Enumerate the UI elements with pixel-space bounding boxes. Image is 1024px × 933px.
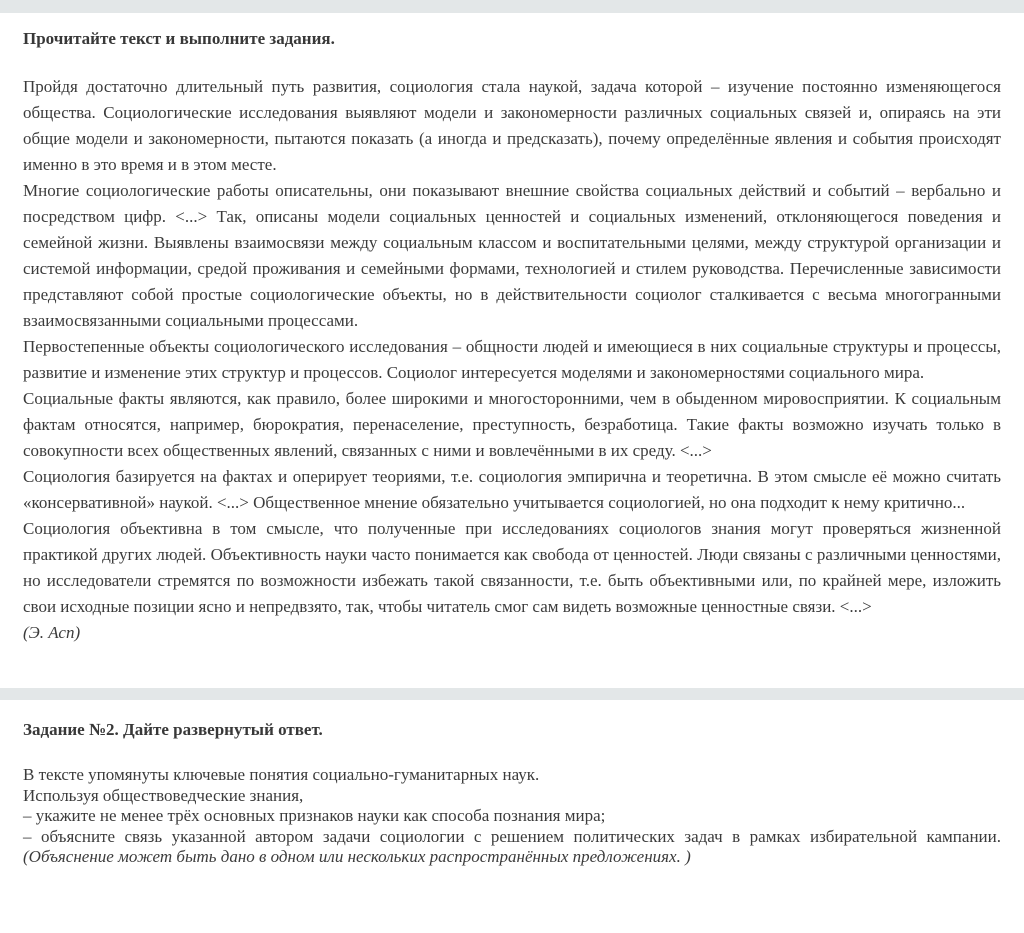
reading-text (23, 74, 1001, 646)
task-note: (Объяснение может быть дано в одном или нескольких распространённых предложениях. ) (23, 847, 691, 866)
task-line-2: Используя обществоведческие знания, (23, 785, 304, 805)
reading-section (0, 13, 1024, 646)
task-requirement-1: – укажите не менее трёх основных признаков науки как способа познания мира; (23, 806, 606, 825)
task-body (23, 765, 1001, 868)
reading-paragraph-5: Социология базируется на фактах и оперирует теориями, т.е. социология эмпирична и теоретична. В этом смысле её можно считать «консервативной» наукой. <...> Общественное мнение обязательно учитывается социологией, но она подходит к нему критично... (23, 467, 1001, 512)
task-heading: Задание №2. Дайте развернутый ответ. (23, 720, 323, 739)
task-line-1: В тексте упомянуты ключевые понятия социально-гуманитарных наук. (23, 765, 540, 784)
section-divider-bar (0, 688, 1024, 700)
task-requirement-2: – объясните связь указанной автором задачи социологии с решением политических задач в рамках избирательной кампании. (23, 826, 1001, 846)
reading-paragraph-6: Социология объективна в том смысле, что полученные при исследованиях социологов знания могут проверяться жизненной практикой других людей. Объективность науки часто понимается как свобода от ценностей. Люди связаны с различными ценностями, но исследователи стремятся по возможности избежать такой связанности, т.е. быть объективными или, по крайней мере, изложить свои исходные позиции ясно и непредвзято, так, чтобы читатель смог сам видеть возможные ценностные связи. <...> (23, 519, 1001, 616)
task-section (0, 700, 1024, 868)
reading-paragraph-1: Пройдя достаточно длительный путь развития, социология стала наукой, задача которой – изучение постоянно изменяющегося общества. Социологические исследования выявляют модели и закономерности различных социальных связей и, опираясь на эти общие модели и закономерности, пытаются показать (а иногда и предсказать), почему определённые явления и события происходят именно в это время и в этом месте. (23, 77, 1001, 174)
reading-paragraph-3: Первостепенные объекты социологического исследования – общности людей и имеющиеся в них социальные структуры и процессы, развитие и изменение этих структур и процессов. Социолог интересуется моделями и закономерностями социального мира. (23, 337, 1001, 382)
reading-paragraph-4: Социальные факты являются, как правило, более широкими и многосторонними, чем в обыденном мировосприятии. К социальным фактам относятся, например, бюрократия, перенаселение, преступность, безработица. Такие факты возможно изучать только в совокупности всех общественных явлений, связанных с ними и вовлечёнными в их среду. <...> (23, 389, 1001, 460)
reading-paragraph-2: Многие социологические работы описательны, они показывают внешние свойства социальных действий и событий – вербально и посредством цифр. <...> Так, описаны модели социальных ценностей и социальных изменений, отклоняющегося поведения и семейной жизни. Выявлены взаимосвязи между социальным классом и воспитательными целями, между структурой организации и системой информации, средой проживания и семейными формами, технологией и стилем руководства. Перечисленные зависимости представляют собой простые социологические объекты, но в действительности социолог сталкивается с весьма многогранными взаимосвязанными социальными процессами. (23, 181, 1001, 330)
top-divider-bar (0, 0, 1024, 13)
author-attribution: (Э. Асп) (23, 623, 81, 642)
reading-instruction-heading: Прочитайте текст и выполните задания. (23, 29, 335, 48)
